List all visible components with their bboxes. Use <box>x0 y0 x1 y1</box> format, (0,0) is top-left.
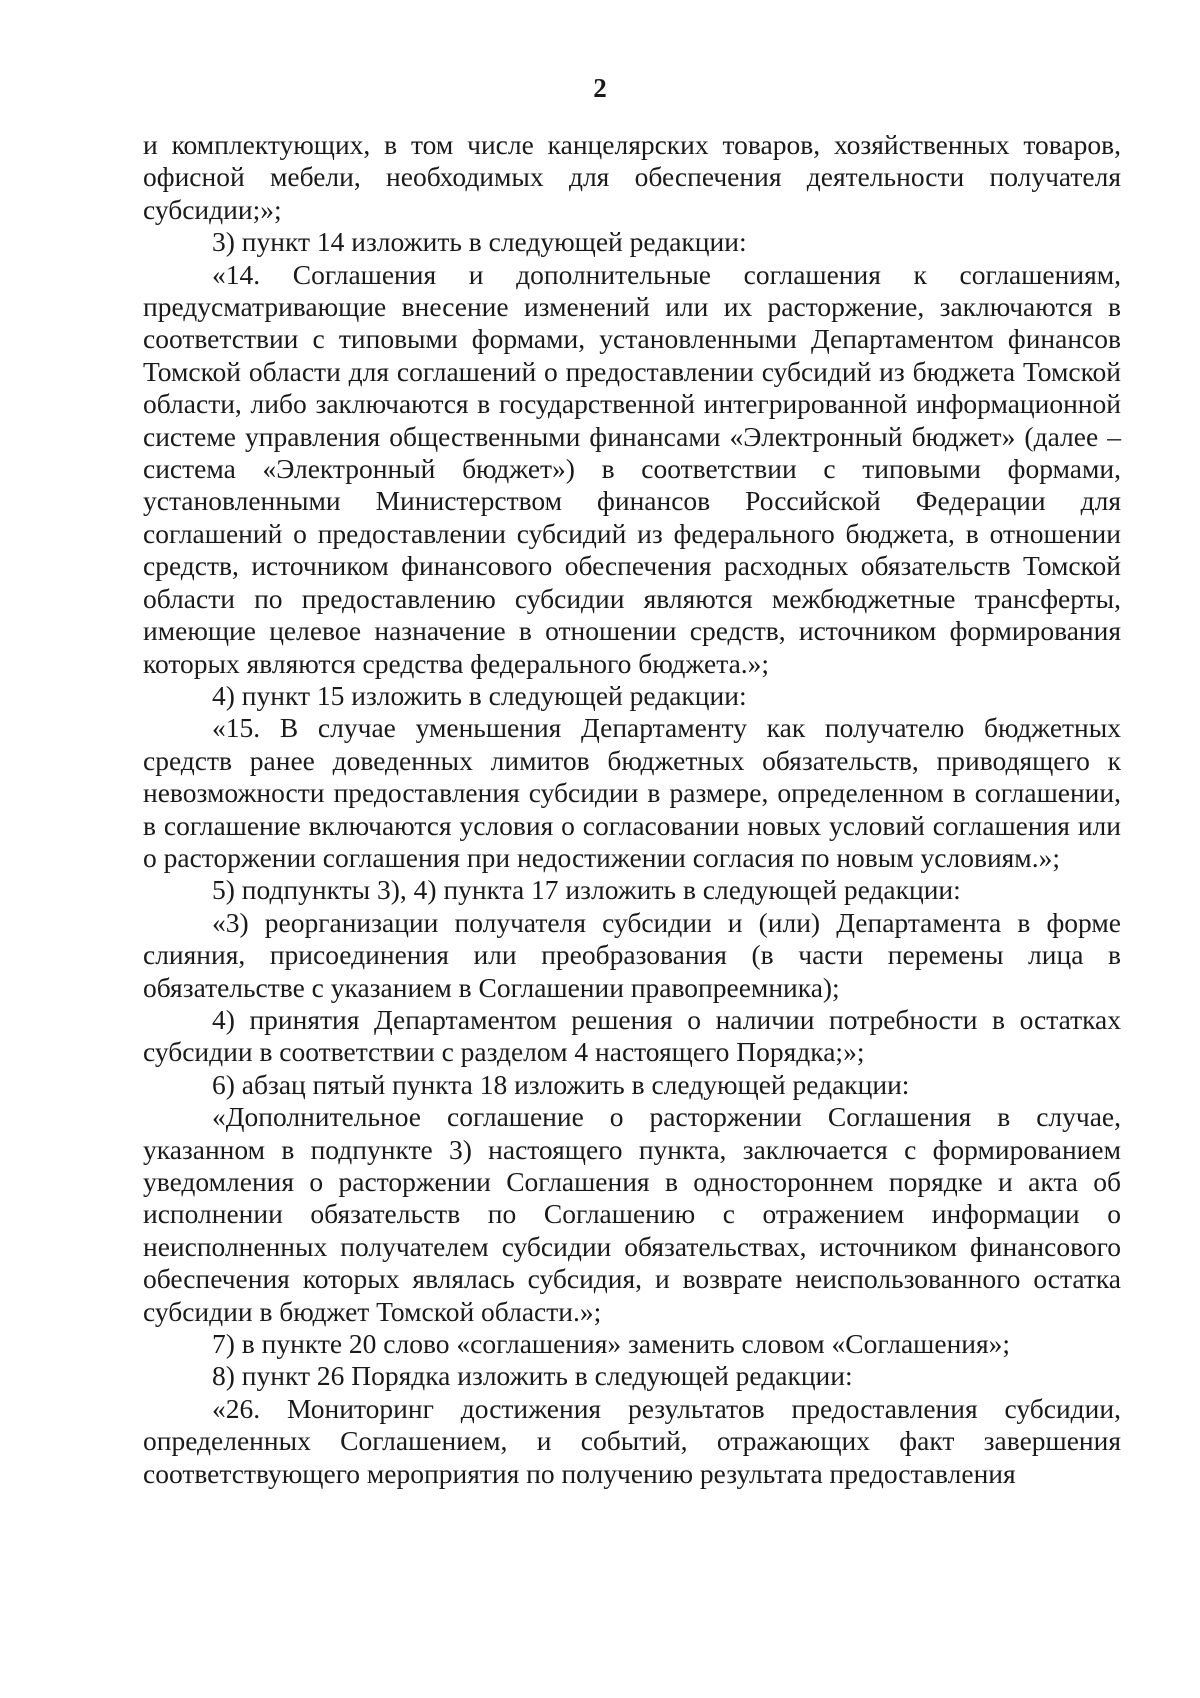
paragraph: «15. В случае уменьшения Департаменту как получателю бюджетных средств ранее доведенных лимитов бюджетных обязательств, приводящего к невозможности предоставления субсидии в размере, определенном в соглашении, в соглашение включаются условия о согласовании новых условий соглашения или о расторжении соглашения при недостижении согласия по новым условиям.»; <box>143 712 1121 873</box>
paragraph: «Дополнительное соглашение о расторжении Соглашения в случае, указанном в подпункте 3) настоящего пункта, заключается с формированием уведомления о расторжении Соглашения в одностороннем порядке и акта об исполнении обязательств по Соглашению с отражением информации о неисполненных получателем субсидии обязательствах, источником финансового обеспечения которых являлась субсидия, и возврате неиспользованного остатка субсидии в бюджет Томской области.»; <box>143 1101 1121 1327</box>
page-number: 2 <box>593 73 607 103</box>
paragraph: 8) пункт 26 Порядка изложить в следующей редакции: <box>212 1360 853 1392</box>
paragraph: 5) подпункты 3), 4) пункта 17 изложить в следующей редакции: <box>212 874 961 906</box>
paragraph: 6) абзац пятый пункта 18 изложить в следующей редакции: <box>212 1068 910 1100</box>
paragraph: «3) реорганизации получателя субсидии и (или) Департамента в форме слияния, присоединения или преобразования (в части перемены лица в обязательстве с указанием в Соглашении правопреемника); <box>143 906 1121 1003</box>
paragraph: и комплектующих, в том числе канцелярских товаров, хозяйственных товаров, офисной мебели, необходимых для обеспечения деятельности получателя субсидии;»; <box>143 129 1121 225</box>
paragraph: 4) принятия Департаментом решения о наличии потребности в остатках субсидии в соответствии с разделом 4 настоящего Порядка;»; <box>143 1003 1121 1068</box>
paragraph: «14. Соглашения и дополнительные соглашения к соглашениям, предусматривающие внесение изменений или их расторжение, заключаются в соответствии с типовыми формами, установленными Департаментом финансов Томской области для соглашений о предоставлении субсидий из бюджета Томской области, либо заключаются в государственной интегрированной информационной системе управления общественными финансами «Электронный бюджет» (далее – система «Электронный бюджет») в соответствии с типовыми формами, установленными Министерством финансов Российской Федерации для соглашений о предоставлении субсидий из федерального бюджета, в отношении средств, источником финансового обеспечения расходных обязательств Томской области по предоставлению субсидии являются межбюджетные трансферты, имеющие целевое назначение в отношении средств, источником формирования которых являются средства федерального бюджета.»; <box>143 258 1121 679</box>
paragraph: 4) пункт 15 изложить в следующей редакции: <box>212 679 747 711</box>
document-body <box>143 129 1121 1490</box>
paragraph: «26. Мониторинг достижения результатов предоставления субсидии, определенных Соглашением, и событий, отражающих факт завершения соответствующего мероприятия по получению результата предоставления <box>143 1392 1121 1489</box>
paragraph: 3) пункт 14 изложить в следующей редакции: <box>212 226 747 258</box>
paragraph: 7) в пункте 20 слово «соглашения» заменить словом «Соглашения»; <box>212 1328 1011 1360</box>
